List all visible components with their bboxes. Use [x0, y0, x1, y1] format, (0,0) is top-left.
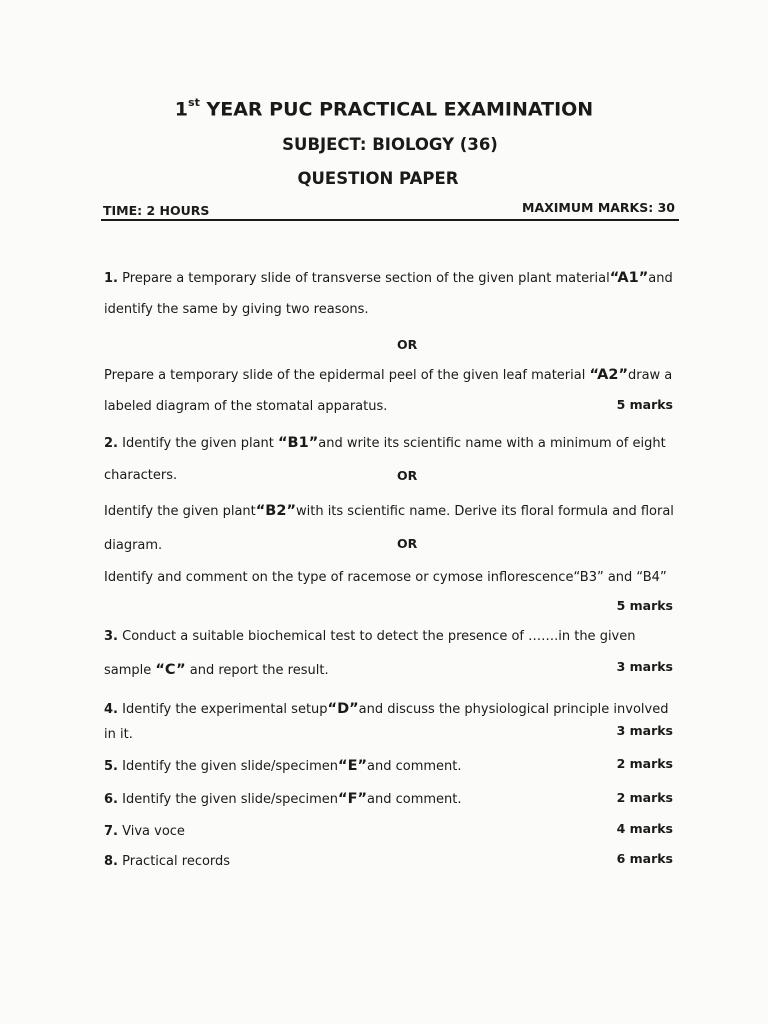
q5-marks: 2 marks: [616, 756, 673, 771]
q1-line4: labeled diagram of the stomatal apparatus.: [104, 399, 388, 414]
max-marks-label: MAXIMUM MARKS: 30: [522, 200, 675, 215]
q1-line2: identify the same by giving two reasons.: [104, 302, 369, 317]
subject-heading: SUBJECT: BIOLOGY (36): [282, 135, 498, 154]
q4-marks: 3 marks: [616, 723, 673, 738]
q3-line1: 3. Conduct a suitable biochemical test to detect the presence of …….in the given: [104, 629, 636, 644]
q6-marks: 2 marks: [616, 790, 673, 805]
q4-line1: 4. Identify the experimental setup“D”and discuss the physiological principle involved: [104, 701, 669, 717]
q2-line1: 2. Identify the given plant “B1”and write its scientific name with a minimum of eight: [104, 435, 666, 451]
q8-marks: 6 marks: [616, 851, 673, 866]
q3-line2: sample “C” and report the result.: [104, 662, 329, 678]
q1-marks: 5 marks: [616, 397, 673, 412]
q2-line4: diagram.: [104, 538, 163, 553]
q6-line: 6. Identify the given slide/specimen“F”and comment.: [104, 791, 462, 807]
q1-line3: Prepare a temporary slide of the epidermal peel of the given leaf material “A2”draw a: [104, 367, 673, 383]
q7-line: 7. Viva voce: [104, 824, 185, 839]
q8-line: 8. Practical records: [104, 854, 231, 869]
q7-marks: 4 marks: [616, 821, 673, 836]
time-label: TIME: 2 HOURS: [103, 203, 210, 218]
q5-line: 5. Identify the given slide/specimen“E”and comment.: [104, 758, 462, 774]
q2-or1: OR: [397, 468, 418, 483]
paper-heading: QUESTION PAPER: [297, 169, 459, 188]
q2-line3: Identify the given plant“B2”with its scientific name. Derive its floral formula and floral: [104, 503, 674, 519]
q2-line2: characters.: [104, 468, 178, 483]
q3-marks: 3 marks: [616, 659, 673, 674]
q1-or: OR: [397, 337, 418, 352]
q2-line5: Identify and comment on the type of racemose or cymose inflorescence“B3” and “B4”: [104, 570, 667, 585]
exam-title: 1st YEAR PUC PRACTICAL EXAMINATION: [174, 96, 594, 121]
q4-line2: in it.: [104, 727, 133, 742]
header-divider: [101, 219, 679, 221]
q2-marks: 5 marks: [616, 598, 673, 613]
q2-or2: OR: [397, 536, 418, 551]
q1-line1: 1. Prepare a temporary slide of transverse section of the given plant material“A1”and: [104, 270, 673, 286]
